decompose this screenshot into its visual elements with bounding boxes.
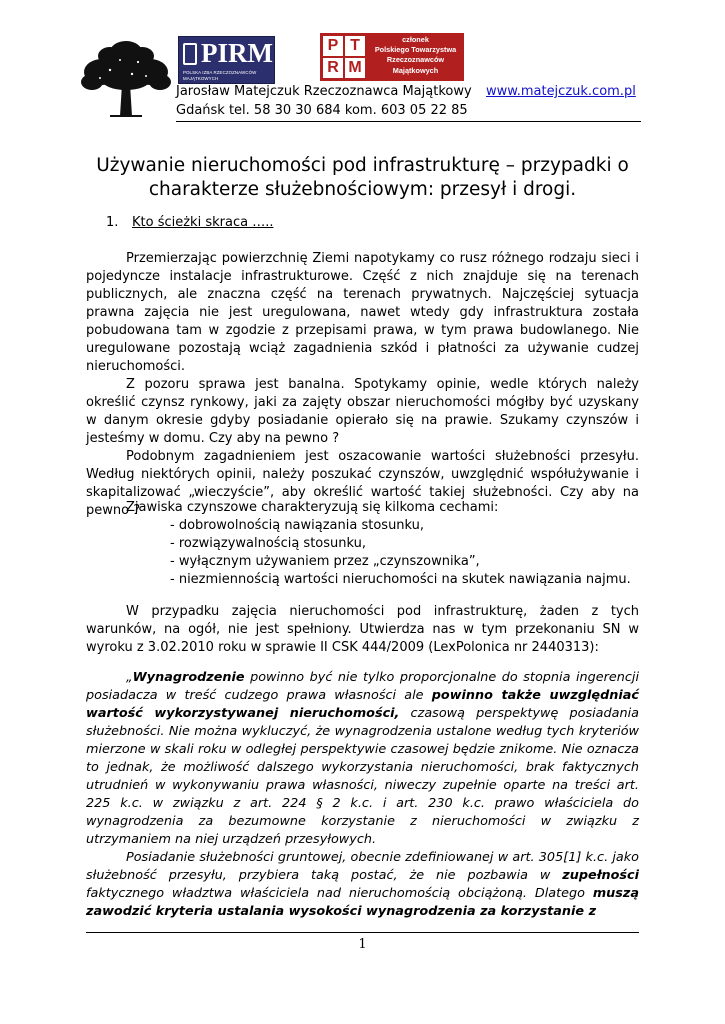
ptrm-membership-text	[369, 35, 462, 76]
pirm-logo-icon	[178, 36, 275, 84]
pirm-emblem-icon	[183, 43, 197, 65]
body-text-2	[86, 603, 639, 657]
ptrm-text-line: Rzeczoznawców	[386, 55, 445, 65]
title-line: charakterze służebnościowym: przesył i drogi.	[148, 179, 577, 200]
pirm-logo-subtext: POLSKA IZBA RZECZOZNAWCÓW MAJĄTKOWYCH	[183, 70, 257, 81]
contact-line: Gdańsk tel. 58 30 30 684 kom. 603 05 22 85	[176, 103, 468, 118]
ptrm-text-line: Majątkowych	[392, 65, 439, 75]
paragraph: W przypadku zajęcia nieruchomości pod infrastrukturę, żaden z tych warunków, na ogół, nie jest spełniony. Utwierdza nas w tym przekonaniu SN w wyroku z 3.02.2010 roku w sprawie II CSK 444/2009 (LexPolonica nr 2440313):	[86, 604, 639, 655]
section-heading	[106, 215, 273, 231]
section-title: Kto ścieżki skraca …..	[132, 215, 274, 230]
body-text-1	[86, 250, 639, 520]
ptrm-letter: P	[323, 36, 343, 56]
quote-text: Posiadanie służebności gruntowej, obecnie zdefiniowanej w art. 305[1] k.c. jako służebność przesyłu, przybiera taką postać, że nie pozbawia w	[86, 850, 639, 883]
footer-divider	[86, 932, 639, 933]
quote-paragraph	[86, 669, 639, 849]
quote-text: powinno być nie tylko proporcjonalne do stopnia ingerencji posiadacza w treść cudzego prawa własności ale	[86, 670, 639, 703]
feature-list	[86, 499, 639, 589]
court-ruling-quote	[86, 669, 639, 921]
ptrm-logo-icon	[320, 33, 464, 81]
website-link[interactable]: www.matejczuk.com.pl	[486, 84, 636, 99]
section-number: 1.	[106, 215, 119, 230]
pirm-logo-text: PIRM	[201, 38, 273, 68]
ptrm-text-line: członek	[402, 35, 429, 44]
ptrm-text-line: Polskiego Towarzystwa	[374, 45, 457, 55]
ptrm-letter: T	[345, 36, 365, 56]
paragraph: Przemierzając powierzchnię Ziemi napotykamy co rusz różnego rodzaju sieci i pojedyncze instalacje infrastrukturowe. Część z nich znajduje się na terenach publicznych, ale znaczna część na terenach prywatnych. Najczęściej sytuacja prawna zajęcia nie jest uregulowana, nawet wtedy gdy infrastruktura została pobudowana tam w zgodzie z przepisami prawa, w tym prawa budowlanego. Nie uregulowane pozostają wciąż zagadnienia szkód i płatności za używanie cudzej nieruchomości.	[86, 251, 639, 374]
page-number: 1	[358, 937, 367, 952]
header-divider	[176, 121, 641, 122]
list-item: - rozwiązywalnością stosunku,	[170, 536, 366, 551]
paragraph: Z pozoru sprawa jest banalna. Spotykamy opinie, wedle których należy określić czynsz rynkowy, jaki za zajęty obszar nieruchomości mógłby być uzyskany w danym okresie gdyby posiadanie opierało się na prawie. Szukamy czynszów i jesteśmy w domu. Czy aby na pewno ?	[86, 377, 639, 446]
quote-text: czasową perspektywę posiadania służebności. Nie można wykluczyć, że wynagrodzenia ustalone według tych kryteriów mierzone w skali roku w odległej perspektywie czasowej będzie znikome. Nie oznacza to jednak, że możliwość dalszego wykorzystania nieruchomości, brak faktycznych utrudnień w wykonywaniu prawa własności, niweczy zupełnie oparte na treści art. 225 k.c. w związku z art. 224 § 2 k.c. i art. 230 k.c. prawo właściciela do wynagrodzenia za bezumowne korzystanie z nieruchomości w związku z utrzymaniem na niej urządzeń przesyłowych.	[86, 706, 639, 847]
quote-bold: powinno także uwzględniać wartość wykorzystywanej nieruchomości,	[86, 688, 639, 721]
quote-open-mark: „	[126, 670, 133, 685]
quote-bold: Wynagrodzenie	[132, 670, 245, 685]
list-intro: Zjawiska czynszowe charakteryzują się kilkoma cechami:	[126, 500, 499, 515]
document-title	[86, 154, 639, 202]
quote-paragraph	[86, 849, 639, 921]
ptrm-letter: R	[323, 58, 343, 78]
list-item: - wyłącznym używaniem przez „czynszownika”,	[170, 554, 480, 569]
tree-logo-icon	[80, 40, 172, 118]
author-name: Jarosław Matejczuk Rzeczoznawca Majątkowy	[176, 84, 472, 99]
list-item: - dobrowolnością nawiązania stosunku,	[170, 518, 425, 533]
title-line: Używanie nieruchomości pod infrastrukturę – przypadki o	[96, 155, 629, 176]
quote-text: faktycznego władztwa właściciela nad nieruchomością obciążoną. Dlatego	[86, 886, 593, 901]
quote-bold: zupełności	[562, 868, 639, 883]
list-item: - niezmiennością wartości nieruchomości na skutek nawiązania najmu.	[170, 572, 631, 587]
paragraph: Podobnym zagadnieniem jest oszacowanie wartości służebności przesyłu. Według niektórych opinii, należy poszukać czynszów, uwzględnić współużywanie i skapitalizować „wieczyście”, aby określić wartość takiej służebności. Czy aby na pewno ?	[86, 449, 639, 518]
quote-bold: muszą zawodzić kryteria ustalania wysokości wynagrodzenia za korzystanie z	[86, 886, 639, 919]
ptrm-letter: M	[345, 58, 365, 78]
